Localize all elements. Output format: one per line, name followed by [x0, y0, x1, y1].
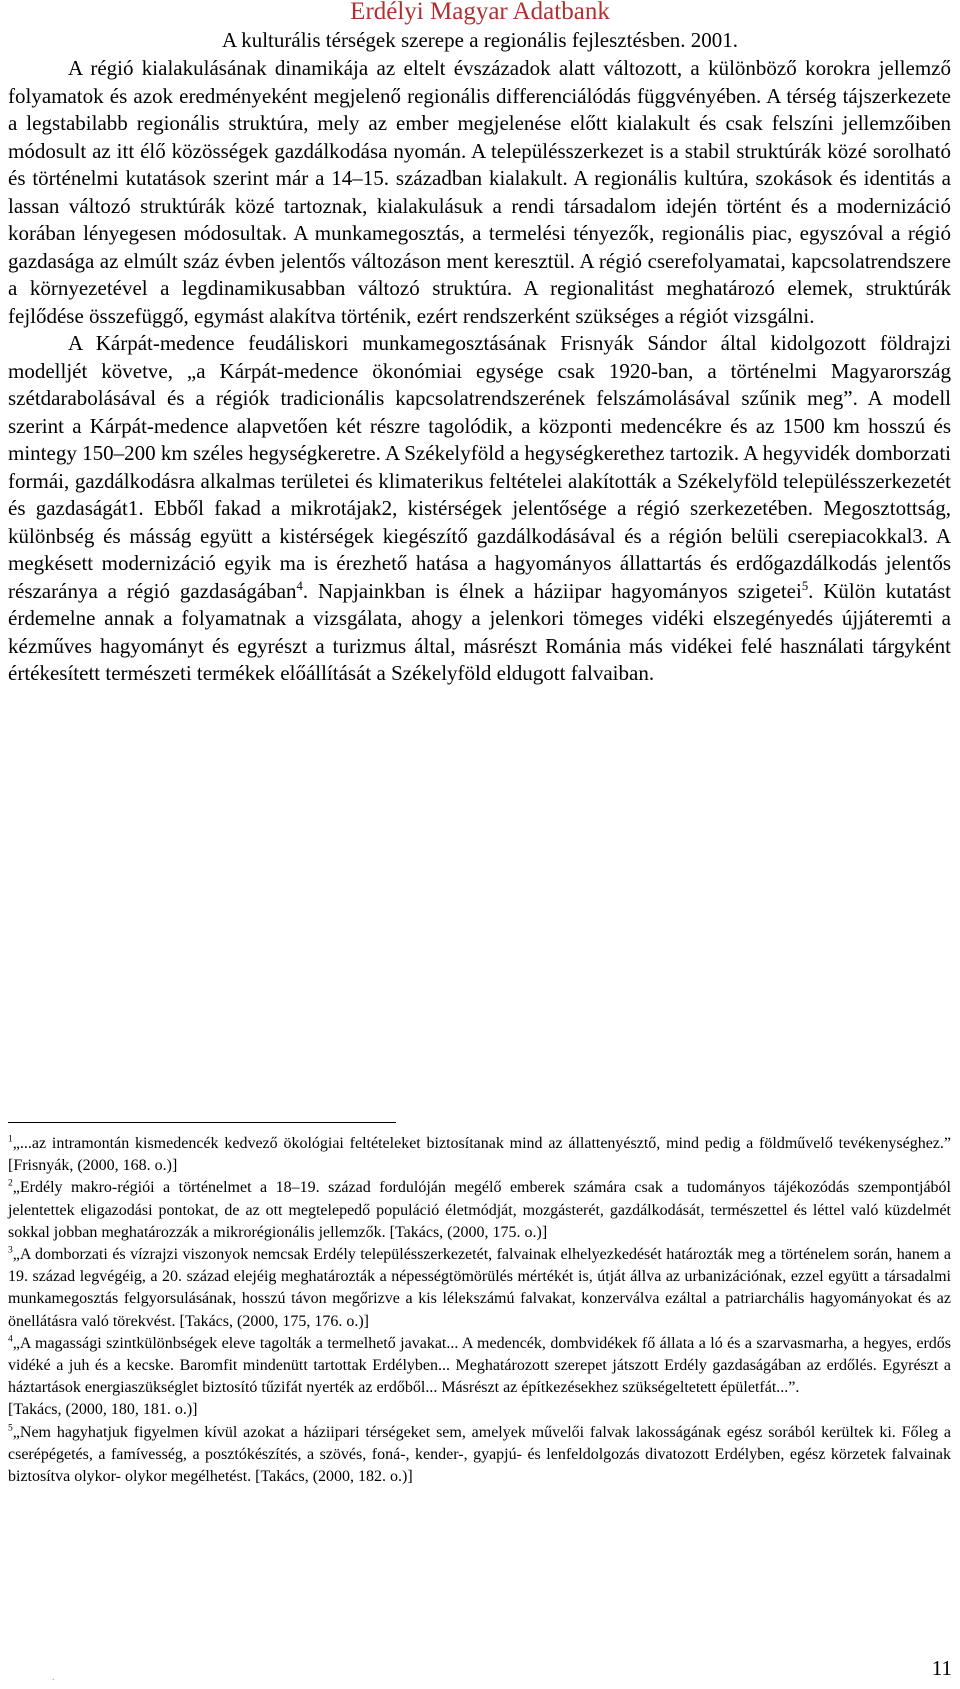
footnote-separator [8, 1122, 396, 1123]
paragraph-2-part-b: . Napjainkban is élnek a háziipar hagyományos szigetei [302, 578, 802, 603]
footer-mark: . [52, 1672, 55, 1683]
footnote-number: 2 [8, 1178, 13, 1190]
footnote-4-source: [Takács, (2000, 180, 181. o.)] [8, 1401, 198, 1419]
footnote-number: 4 [8, 1333, 13, 1345]
main-text [8, 55, 951, 688]
footnote-text: „Erdély makro-régiói a történelmet a 18–19. század fordulóján megélő emberek számára csak a tudományos tájékozódás szempontjából jelentettek eligazodási pontokat, de az ott megtelepedő populáció életmódját, mozgásterét, gazdálkodását, természettel és léttel való küzdelmét sokkal jobban meghatározzák a mikrorégionális jellemzők. [Takács, (2000, 175. o.)] [8, 1179, 951, 1241]
paragraph-2-part-c: . Külön kutatást érdemelne annak a folyamatnak a vizsgálata, ahogy a jelenkori tömeges vidéki elszegényedés újjáteremti a kézműves hagyományt és egyrészt a turizmus által, másrészt Románia más vidékei felé használati tárgyként értékesített természeti termékek előállítását a Székelyföld eldugott falvaiban. [8, 578, 951, 685]
footnote-text: „Nem hagyhatjuk figyelmen kívül azokat a háziipari térségeket sem, amelyek művelői falvak lakosságának egész sorából kerültek ki. Főleg a cserépégetés, a famívesség, a posztókészítés, a szövés, foná-, kender-, gyapjú- és lenfeldolgozás divatozott Erdélyben, egész körzetek falvainak biztosítva olykor- olykor megélhetést. [Takács, (2000, 182. o.)] [8, 1423, 951, 1486]
footnote-text: „A magassági szintkülönbségek eleve tagolták a termelhető javakat... A medencék, dombvidékek fő állata a ló és a szarvasmarha, a hegyes, erdős vidéké a juh és a kecske. Baromfit mindenütt tartottak Erdélyben... Meghatározott szerepet játszott Erdély gazdaságában az erdőlés. Egyrészt a háztartások energiaszükséglet biztosító tűzifát nyerték az erdőből... Másrészt az építkezésekhez szükségeltetett épületfát...”. [8, 1334, 951, 1397]
footnote-3 [8, 1244, 951, 1333]
footnote-ref-5[interactable]: 5 [801, 578, 809, 593]
paragraph-2 [8, 330, 951, 688]
paragraph-1: A régió kialakulásának dinamikája az eltelt évszázadok alatt változott, a különböző korokra jellemző folyamatok és azok eredményeként megjelenő regionális differenciálódás függvényében. A térség tájszerkezete a legstabilabb regionális struktúra, mely az ember megjelenése előtt kialakult és csak felszíni jellemzőiben módosult az itt élő közösségek gazdálkodása nyomán. A településszerkezet is a stabil struktúrák közé sorolható és történelmi kutatások szerint már a 14–15. században kialakult. A regionális kultúra, szokások és identitás a lassan változó struktúrák közé tartoznak, kialakulásuk a rendi társadalom idején történt és a modernizáció korában lényegesen módosultak. A munkamegosztás, a termelési tényezők, regionális piac, egyszóval a régió gazdasága az elmúlt száz évben jelentős változáson ment keresztül. A régió cserefolyamatai, kapcsolatrendszere a környezetével a legdinamikusabban változó struktúra. A regionalitást meghatározó elemek, struktúrák fejlődése összefüggő, egymást alakítva történik, ezért rendszerként szükséges a régiót vizsgálni. [8, 56, 951, 328]
footnote-4 [8, 1333, 951, 1400]
footnote-1 [8, 1133, 951, 1177]
footnote-number: 3 [8, 1244, 13, 1256]
footnote-ref-4[interactable]: 4 [296, 578, 303, 593]
footnote-5 [8, 1422, 951, 1489]
footnote-number: 1 [8, 1133, 13, 1145]
paragraph-2-part-a: A Kárpát-medence feudáliskori munkamegosztásának Frisnyák Sándor által kidolgozott földrajzi modelljét követve, „a Kárpát-medence ökonómiai egysége csak 1920-ban, a történelmi Magyarország szétdarabolásával és a régiók tradicionális kapcsolatrendszerének felszámolásával szűnik meg”. A modell szerint a Kárpát-medence alapvetően két részre tagolódik, a központi medencékre és az 1500 km hosszú és mintegy 150–200 km széles hegységkeretre. A Székelyföld a hegységkerethez tartozik. A hegyvidék domborzati formái, gazdálkodásra alkalmas területei és klimaterikus feltételei alakították a Székelyföld településszerkezetét és gazdaságát1. Ebből fakad a mikrotájak2, kistérségek jelentősége a régió szerkezetében. Megosztottság, különbség és másság együtt a kistérségek kiegészítő gazdálkodásával és a régión belüli cserepiacokkal3. A megkésett modernizáció egyik ma is érezhető hatása a hagyományos állattartás és erdőgazdálkodás jelentős részaránya a régió gazdaságában [8, 331, 951, 603]
footnote-text: „...az intramontán kismedencék kedvező ökológiai feltételeket biztosítanak mind az állattenyésztő, mind pedig a földművelő tevékenységhez.” [Frisnyák, (2000, 168. o.)] [8, 1135, 951, 1175]
footnote-2 [8, 1177, 951, 1244]
footnote-number: 5 [8, 1422, 13, 1434]
site-title[interactable]: Erdélyi Magyar Adatbank [350, 0, 610, 25]
document-subtitle: A kulturális térségek szerepe a regionális fejlesztésben. 2001. [221, 28, 739, 52]
footnotes [8, 1133, 951, 1488]
page-number: 11 [931, 1656, 952, 1680]
footnote-text: „A domborzati és vízrajzi viszonyok nemcsak Erdély településszerkezetét, falvainak elhelyezkedését határozták meg a történelem során, hanem a 19. század legvégéig, a 20. század elejéig meghatározták a népességtömörülés mértékét is, útját állva az urbanizációnak, ezzel együtt a társadalmi munkamegosztás felgyorsulásának, hosszú távon megőrizve a kis lélekszámú falvakat, konzerválva ezáltal a patriarchális hagyományokat és az önellátásra való törekvést. [Takács, (2000, 175, 176. o.)] [8, 1246, 951, 1330]
